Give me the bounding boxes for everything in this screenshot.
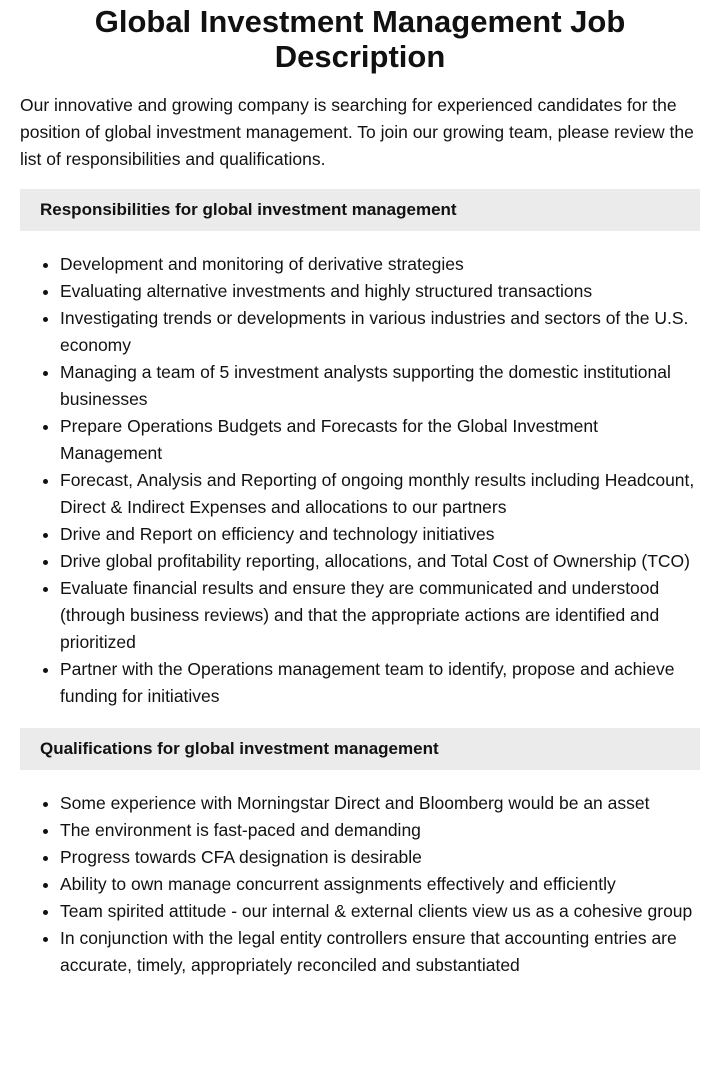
list-item: • Progress towards CFA designation is desirable [60, 844, 700, 871]
list-item: • Investigating trends or developments in various industries and sectors of the U.S. economy [60, 305, 700, 359]
responsibilities-list [20, 251, 700, 710]
list-item: • Development and monitoring of derivative strategies [60, 251, 700, 278]
page-title: Global Investment Management Job Description [94, 4, 626, 74]
list-item: • Some experience with Morningstar Direct and Bloomberg would be an asset [60, 790, 700, 817]
list-item: • Drive global profitability reporting, allocations, and Total Cost of Ownership (TCO) [60, 548, 700, 575]
list-item: • Drive and Report on efficiency and technology initiatives [60, 521, 700, 548]
qualifications-list [20, 790, 700, 979]
list-item: • Ability to own manage concurrent assignments effectively and efficiently [60, 871, 700, 898]
list-item: • Forecast, Analysis and Reporting of ongoing monthly results including Headcount, Direct & Indirect Expenses and allocations to our partners [60, 467, 700, 521]
list-item: • Partner with the Operations management team to identify, propose and achieve funding for initiatives [60, 656, 700, 710]
list-item: • The environment is fast-paced and demanding [60, 817, 700, 844]
list-item: • Team spirited attitude - our internal & external clients view us as a cohesive group [60, 898, 700, 925]
qualifications-heading: Qualifications for global investment management [20, 728, 700, 770]
list-item: • Managing a team of 5 investment analysts supporting the domestic institutional businesses [60, 359, 700, 413]
list-item: • Evaluate financial results and ensure they are communicated and understood (through business reviews) and that the appropriate actions are identified and prioritized [60, 575, 700, 656]
responsibilities-heading: Responsibilities for global investment management [20, 189, 700, 231]
list-item: • Evaluating alternative investments and highly structured transactions [60, 278, 700, 305]
intro-text: Our innovative and growing company is searching for experienced candidates for the position of global investment management. To join our growing team, please review the list of responsibilities and qualifications. [20, 95, 694, 169]
list-item: • Prepare Operations Budgets and Forecasts for the Global Investment Management [60, 413, 700, 467]
list-item: • In conjunction with the legal entity controllers ensure that accounting entries are accurate, timely, appropriately reconciled and substantiated [60, 925, 700, 979]
